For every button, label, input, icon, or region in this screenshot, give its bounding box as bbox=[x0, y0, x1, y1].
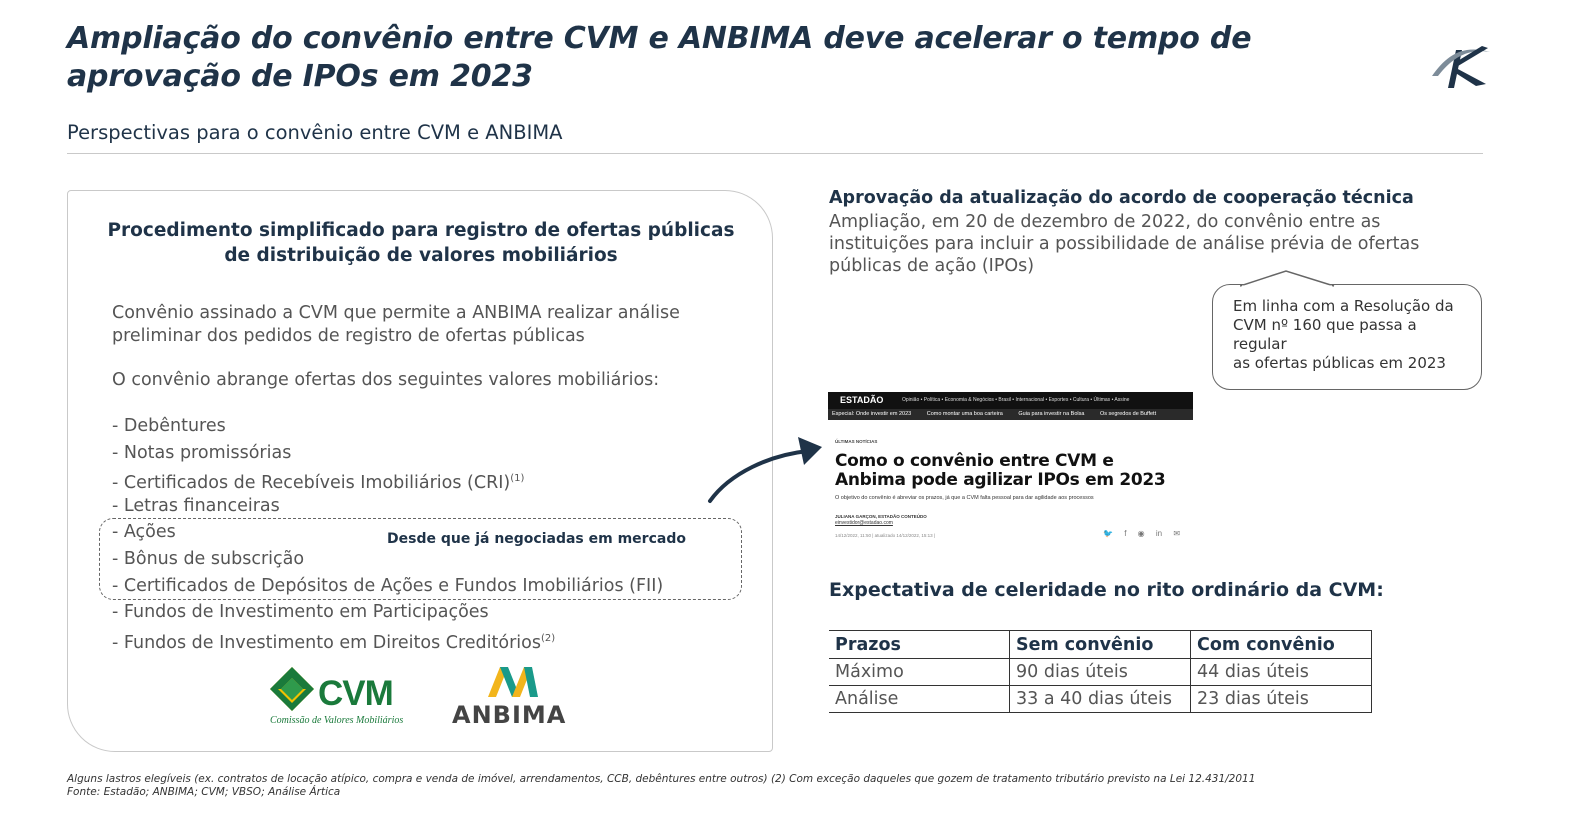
divider bbox=[67, 153, 1483, 154]
news-email: einvestidor@estadao.com bbox=[835, 520, 893, 526]
news-kicker: ÚLTIMAS NOTÍCIAS bbox=[835, 439, 878, 444]
news-social-icons bbox=[1103, 529, 1189, 538]
list-item-text: - Notas promissórias bbox=[112, 442, 292, 463]
table-cell: Análise bbox=[829, 686, 1010, 713]
section-subtitle: Perspectivas para o convênio entre CVM e ANBIMA bbox=[67, 121, 563, 144]
list-item bbox=[112, 493, 663, 520]
list-item-text: - Certificados de Recebíveis Imobiliários (CRI) bbox=[112, 473, 511, 494]
news-sub-link: Como montar uma boa carteira bbox=[926, 411, 1003, 417]
news-sub-link: Especial: Onde investir em 2023 bbox=[832, 411, 912, 417]
list-item-text: - Debêntures bbox=[112, 416, 226, 436]
callout-line: as ofertas públicas em 2023 bbox=[1233, 354, 1446, 372]
resolution-callout bbox=[1212, 284, 1482, 390]
expectation-title: Expectativa de celeridade no rito ordinário da CVM: bbox=[829, 579, 1384, 601]
source-note: Fonte: Estadão; ANBIMA; CVM; VBSO; Análise Ártica bbox=[67, 786, 341, 798]
table-row bbox=[829, 659, 1372, 686]
list-item bbox=[112, 466, 663, 493]
footnote-marker: (1) bbox=[510, 473, 525, 485]
list-intro: O convênio abrange ofertas dos seguintes valores mobiliários: bbox=[112, 370, 660, 390]
news-brand: ESTADÃO bbox=[840, 395, 884, 405]
news-sub-link: Os segredos de Buffett bbox=[1099, 411, 1157, 417]
table-cell: Máximo bbox=[829, 659, 1010, 686]
table-cell: 44 dias úteis bbox=[1191, 659, 1372, 686]
news-sub-link: Guia para investir na Bolsa bbox=[1018, 411, 1085, 417]
footnote: Alguns lastros elegíveis (ex. contratos de locação atípico, compra e venda de imóvel, arrendamentos, CCB, debêntures entre outros) (2) Com exceção daqueles que gozem de tratamento tributário previsto na Lei 12.431/2011 bbox=[67, 773, 1256, 785]
news-sub-nav bbox=[832, 411, 1170, 417]
list-item-text: - Fundos de Investimento em Participações bbox=[112, 602, 489, 623]
table-cell: 23 dias úteis bbox=[1191, 686, 1372, 713]
table-header: Com convênio bbox=[1191, 631, 1372, 659]
anbima-logo-name: ANBIMA bbox=[452, 701, 567, 729]
table-header-row bbox=[829, 631, 1372, 659]
list-item bbox=[112, 440, 663, 467]
dashed-group-note: Desde que já negociadas em mercado bbox=[387, 531, 686, 547]
email-icon: ✉ bbox=[1173, 529, 1181, 538]
footnote-marker: (2) bbox=[540, 632, 556, 644]
news-nav: Opinião • Política • Economia & Negócios • Brasil • Internacional • Esportes • Cultura • Últimas • Assine bbox=[902, 397, 1130, 403]
news-headline-line-2: Anbima pode agilizar IPOs em 2023 bbox=[835, 470, 1166, 490]
list-item-text: - Certificados de Depósitos de Ações e Fundos Imobiliários (FII) bbox=[112, 575, 664, 596]
page-title bbox=[67, 20, 1367, 96]
news-lede: O objetivo do convênio é abreviar os prazos, já que a CVM falta pessoal para dar agilidade aos processos bbox=[835, 495, 1094, 501]
callout-line: regular bbox=[1233, 335, 1287, 353]
table-cell: 90 dias úteis bbox=[1010, 659, 1191, 686]
news-date: 14/12/2022, 11:50 | atualizado 14/12/2022, 15:13 | bbox=[835, 533, 936, 538]
cvm-logo-name: CVM bbox=[318, 674, 393, 713]
title-line-1: Ampliação do convênio entre CVM e ANBIMA deve acelerar o tempo de bbox=[67, 21, 1252, 56]
facebook-icon: f bbox=[1124, 529, 1127, 538]
callout-line: CVM nº 160 que passa a bbox=[1233, 316, 1417, 334]
curved-arrow-icon bbox=[700, 425, 830, 510]
card-title bbox=[100, 218, 742, 268]
callout-tail bbox=[1240, 270, 1335, 288]
table-cell: 33 a 40 dias úteis bbox=[1010, 686, 1191, 713]
title-line-2: aprovação de IPOs em 2023 bbox=[67, 59, 533, 94]
deadlines-table bbox=[829, 630, 1372, 713]
news-headline-line-1: Como o convênio entre CVM e bbox=[835, 451, 1114, 471]
table-row bbox=[829, 686, 1372, 713]
cvm-logo-subtitle: Comissão de Valores Mobiliários bbox=[270, 715, 404, 726]
card-title-line-1: Procedimento simplificado para registro de ofertas públicas bbox=[107, 220, 735, 241]
twitter-icon: 🐦 bbox=[1103, 529, 1113, 538]
list-item bbox=[112, 599, 663, 626]
linkedin-icon: in bbox=[1155, 529, 1163, 538]
table-header: Sem convênio bbox=[1010, 631, 1191, 659]
list-item-text: - Fundos de Investimento em Direitos Creditórios bbox=[112, 632, 541, 653]
list-item bbox=[112, 413, 663, 440]
list-item bbox=[112, 626, 663, 653]
callout-line: Em linha com a Resolução da bbox=[1233, 297, 1454, 315]
news-article-screenshot bbox=[828, 392, 1193, 542]
artica-logo-icon bbox=[1428, 36, 1492, 88]
agreement-description: Convênio assinado a CVM que permite a ANBIMA realizar análise preliminar dos pedidos de registro de ofertas públicas bbox=[112, 303, 680, 346]
news-headline bbox=[835, 452, 1190, 490]
news-author: JULIANA GARÇON, ESTADÃO CONTEÚDO bbox=[835, 514, 927, 519]
approval-body: Ampliação, em 20 de dezembro de 2022, do convênio entre as instituições para incluir a possibilidade de análise prévia de ofertas públicas de ação (IPOs) bbox=[829, 212, 1420, 276]
card-title-line-2: de distribuição de valores mobiliários bbox=[224, 245, 618, 266]
anbima-logo-icon bbox=[486, 665, 540, 699]
table-header: Prazos bbox=[829, 631, 1010, 659]
approval-heading: Aprovação da atualização do acordo de cooperação técnica bbox=[829, 188, 1414, 208]
list-item-text: - Letras financeiras bbox=[112, 495, 280, 516]
list-item-text: - Ações bbox=[112, 522, 176, 543]
list-item-text: - Bônus de subscrição bbox=[112, 548, 305, 569]
whatsapp-icon: ◉ bbox=[1137, 529, 1145, 538]
